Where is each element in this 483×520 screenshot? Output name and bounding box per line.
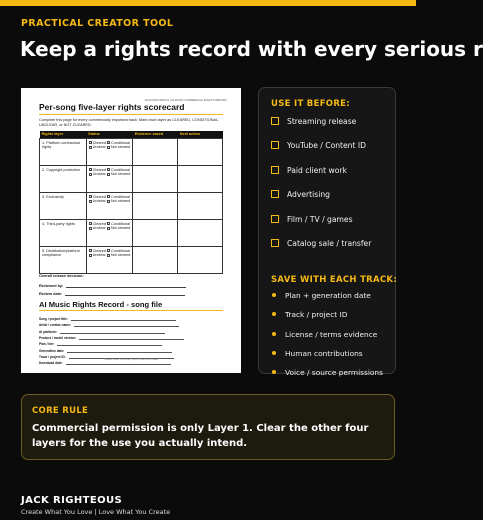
document-intro: Complete this page for every commercially important track. Mark each layer as CLEARED, CONDITIONAL, UNCLEAR, or NOT CLEARED. [39, 118, 220, 127]
next-action-cell[interactable] [178, 138, 223, 165]
scorecard-table-body [40, 138, 223, 273]
save-heading: SAVE WITH EACH TRACK: [271, 275, 398, 285]
kicker-label: PRACTICAL CREATOR TOOL [21, 18, 174, 29]
brand-name: JACK RIGHTEOUS [21, 495, 123, 506]
rights-layer-cell: 5. Distribution/platform compliance [40, 246, 87, 273]
status-option-line [89, 199, 131, 204]
use-before-item[interactable] [271, 239, 371, 249]
reviewed-by-blank [66, 285, 186, 288]
column-header: Evidence saved [133, 131, 178, 138]
review-date-blank [65, 293, 185, 296]
status-checkbox[interactable] [107, 200, 110, 203]
checkbox-icon[interactable] [271, 190, 279, 198]
song-file-field [39, 336, 184, 340]
evidence-cell[interactable] [133, 138, 178, 165]
status-option-label: Unclear [92, 253, 106, 258]
status-checkbox[interactable] [107, 195, 110, 198]
status-checkbox[interactable] [107, 249, 110, 252]
status-checkbox[interactable] [107, 254, 110, 257]
status-checkbox[interactable] [89, 146, 92, 149]
status-option-label: Conditional [111, 167, 131, 172]
review-date-label: Review date: [39, 292, 63, 296]
page-headline: Keep a rights record with every serious r [20, 37, 483, 61]
review-date-line [39, 292, 185, 296]
checklist-panel [258, 87, 398, 378]
table-row [40, 192, 223, 219]
document-title: Per-song five-layer rights scorecard [39, 102, 185, 112]
core-rule-heading: CORE RULE [32, 406, 89, 416]
evidence-cell[interactable] [133, 219, 178, 246]
use-before-label: Streaming release [287, 117, 357, 126]
status-checkbox[interactable] [107, 146, 110, 149]
status-option-label: Conditional [111, 194, 131, 199]
status-checkbox[interactable] [89, 249, 92, 252]
bullet-icon [272, 293, 276, 297]
status-option-label: Conditional [111, 248, 131, 253]
field-blank[interactable] [67, 351, 172, 353]
field-blank[interactable] [79, 338, 184, 340]
document-footer: Create What You Love | Love What You Create [103, 358, 159, 361]
checkbox-icon[interactable] [271, 239, 279, 247]
status-option-label: Unclear [92, 172, 106, 177]
status-checkbox[interactable] [107, 227, 110, 230]
use-before-item[interactable] [271, 141, 366, 151]
status-checkbox[interactable] [89, 141, 92, 144]
status-option-label: Conditional [111, 221, 131, 226]
save-item [271, 349, 363, 359]
next-action-cell[interactable] [178, 165, 223, 192]
status-option-label: Unclear [92, 145, 106, 150]
next-action-cell[interactable] [178, 192, 223, 219]
status-option-label: Unclear [92, 226, 106, 231]
use-before-item[interactable] [271, 117, 356, 127]
scorecard-table [39, 131, 223, 274]
song-file-field [39, 323, 179, 327]
status-option-line [89, 226, 131, 231]
status-option-label: Unclear [92, 199, 106, 204]
use-before-label: Advertising [287, 190, 330, 200]
use-before-item[interactable] [271, 215, 353, 225]
field-label: Product / model version: [39, 335, 77, 340]
status-checkbox[interactable] [89, 168, 92, 171]
use-before-item[interactable] [271, 190, 330, 200]
field-blank[interactable] [71, 319, 176, 321]
status-option-label: Not cleared [110, 199, 131, 204]
use-before-label: Catalog sale / transfer [287, 239, 372, 248]
field-label: Generation date: [39, 348, 65, 353]
overall-decision-label: Overall release decision: [39, 274, 84, 278]
save-item-label: Voice / source permissions [285, 368, 383, 378]
status-option-label: Cleared [92, 221, 106, 226]
song-file-field [39, 349, 172, 353]
bullet-icon [272, 351, 276, 355]
save-item [271, 368, 383, 378]
status-checkbox[interactable] [107, 222, 110, 225]
document-subtitle-rule [39, 310, 223, 311]
rights-layer-cell: 1. Platform contractual rights [40, 138, 87, 165]
save-item [271, 310, 347, 320]
status-checkbox[interactable] [107, 168, 110, 171]
song-file-field [39, 361, 171, 365]
status-option-label: Cleared [92, 248, 106, 253]
status-cell [86, 246, 133, 273]
core-rule-box [21, 394, 395, 460]
status-option-label: Not cleared [110, 145, 131, 150]
status-checkbox[interactable] [89, 222, 92, 225]
scorecard-document [21, 88, 241, 373]
status-cell [86, 219, 133, 246]
column-header: Status [86, 131, 133, 138]
save-item-label: License / terms evidence [285, 329, 378, 339]
rights-layer-cell: 3. Exclusivity [40, 192, 87, 219]
status-checkbox[interactable] [107, 141, 110, 144]
bullet-icon [272, 312, 276, 316]
brand-tagline: Create What You Love | Love What You Create [21, 508, 171, 516]
field-label: Artist / creator name: [39, 323, 72, 328]
use-before-label: YouTube / Content ID [287, 141, 366, 151]
bullet-icon [272, 370, 276, 374]
field-blank[interactable] [66, 363, 171, 365]
status-option-label: Cleared [92, 140, 106, 145]
checkbox-icon[interactable] [271, 166, 279, 174]
status-cell [86, 192, 133, 219]
song-file-field [39, 330, 165, 334]
status-option-label: Cleared [92, 194, 106, 199]
core-rule-text: Commercial permission is only Layer 1. Clear the other four layers for the use you actually intend. [32, 423, 369, 449]
status-option-line [89, 145, 131, 150]
song-file-field [39, 342, 162, 346]
evidence-cell[interactable] [133, 165, 178, 192]
field-blank[interactable] [60, 332, 165, 334]
status-checkbox[interactable] [89, 195, 92, 198]
checkbox-icon[interactable] [271, 117, 279, 125]
status-cell [86, 138, 133, 165]
next-action-cell[interactable] [178, 246, 223, 273]
save-item-label: Plan + generation date [285, 291, 371, 300]
top-accent-bar [0, 0, 416, 6]
bullet-icon [272, 332, 276, 336]
checkbox-icon[interactable] [271, 141, 279, 149]
table-header-row [40, 131, 223, 138]
evidence-cell[interactable] [133, 246, 178, 273]
use-before-label: Film / TV / games [287, 214, 353, 224]
status-option-label: Cleared [92, 167, 106, 172]
field-blank[interactable] [57, 344, 162, 346]
status-option-line [89, 172, 131, 177]
status-option-label: Not cleared [110, 253, 131, 258]
status-checkbox[interactable] [89, 254, 92, 257]
table-row [40, 246, 223, 273]
document-title-rule [39, 114, 223, 115]
save-item [271, 330, 377, 340]
field-label: Song / project title: [39, 317, 68, 321]
save-item [271, 291, 371, 301]
table-row [40, 219, 223, 246]
status-cell [86, 165, 133, 192]
status-checkbox[interactable] [89, 227, 92, 230]
status-checkbox[interactable] [89, 200, 92, 203]
evidence-cell[interactable] [133, 192, 178, 219]
column-header: Rights layer [40, 131, 87, 138]
status-checkbox[interactable] [107, 173, 110, 176]
status-option-line [89, 253, 131, 258]
table-row [40, 138, 223, 165]
status-option-label: Not cleared [110, 172, 131, 177]
field-label: Download date: [39, 361, 63, 366]
save-item-label: Human contributions [285, 348, 363, 358]
song-file-field [39, 317, 176, 321]
save-item-label: Track / project ID [285, 310, 348, 320]
next-action-cell[interactable] [178, 219, 223, 246]
status-option-label: Not cleared [110, 226, 131, 231]
checkbox-icon[interactable] [271, 215, 279, 223]
rights-layer-cell: 4. Third-party rights [40, 219, 87, 246]
field-label: Track / project ID: [39, 354, 66, 359]
column-header: Next action [178, 131, 223, 138]
table-row [40, 165, 223, 192]
use-before-label: Paid client work [287, 165, 347, 175]
document-running-head: JACK RIGHTEOUS | AI MUSIC COMMERCIAL RIGHTS REPORT [144, 98, 227, 102]
rights-layer-cell: 2. Copyright protection [40, 165, 87, 192]
status-option-label: Conditional [111, 140, 131, 145]
field-blank[interactable] [74, 325, 179, 327]
reviewed-by-line [39, 284, 186, 288]
overall-decision-line [39, 274, 84, 278]
status-checkbox[interactable] [89, 173, 92, 176]
field-label: Plan / tier: [39, 342, 55, 347]
reviewed-by-label: Reviewed by: [39, 284, 64, 288]
use-before-item[interactable] [271, 166, 347, 176]
field-label: AI platform: [39, 329, 57, 334]
document-subtitle: AI Music Rights Record - song file [39, 300, 163, 309]
use-before-heading: USE IT BEFORE: [271, 99, 350, 109]
